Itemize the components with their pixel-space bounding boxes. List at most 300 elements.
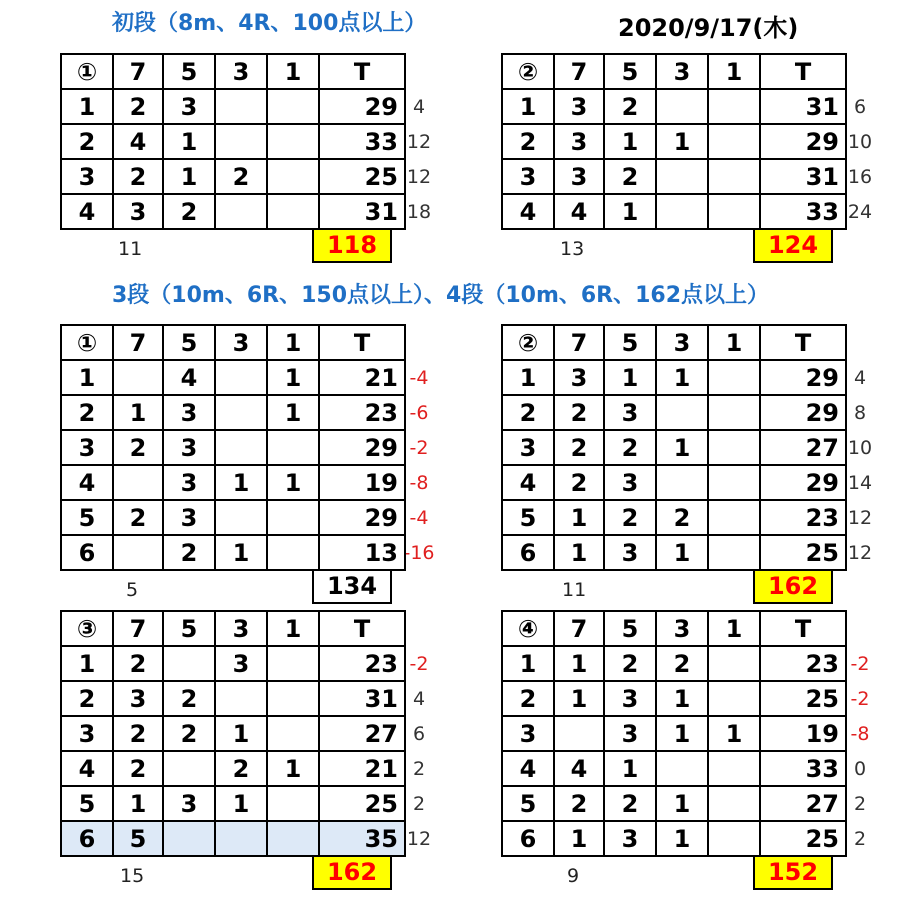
header-points-cell: 1: [708, 54, 760, 89]
header-points-cell: 5: [604, 611, 656, 646]
round-total-cell: 25: [319, 159, 405, 194]
hit-count-cell: 3: [163, 395, 215, 430]
hit-count-cell: 3: [163, 500, 215, 535]
round-diff-value: -8: [409, 472, 429, 494]
round-total-cell: 23: [760, 646, 846, 681]
round-diff-value: 10: [847, 437, 873, 459]
hit-count-cell: 4: [554, 194, 604, 229]
table-number-cell: ③: [61, 611, 113, 646]
round-diff-value: 12: [406, 166, 432, 188]
hit-count-cell: [656, 465, 708, 500]
round-total-cell: 29: [760, 395, 846, 430]
hit-count-cell: 1: [708, 716, 760, 751]
round-number-cell: 6: [61, 535, 113, 570]
hit-count-cell: 1: [215, 716, 267, 751]
round-total-cell: 19: [760, 716, 846, 751]
round-total-cell: 29: [760, 360, 846, 395]
table-row: [502, 821, 846, 856]
hit-count-cell: 1: [604, 194, 656, 229]
table-header-row: [502, 325, 846, 360]
table-row: [502, 681, 846, 716]
round-diff-value: 6: [853, 96, 867, 118]
hit-count-cell: 3: [163, 89, 215, 124]
header-points-cell: 5: [163, 325, 215, 360]
hit-count-summary: 5: [126, 579, 139, 601]
hit-count-cell: 3: [604, 535, 656, 570]
hit-count-cell: 1: [656, 786, 708, 821]
hit-count-cell: 3: [604, 465, 656, 500]
round-total-cell: 25: [319, 786, 405, 821]
header-points-cell: 1: [708, 325, 760, 360]
table-header-row: [61, 611, 405, 646]
round-number-cell: 1: [502, 646, 554, 681]
table-row: [502, 716, 846, 751]
round-total-cell: 25: [760, 821, 846, 856]
hit-count-cell: [267, 681, 319, 716]
hit-count-cell: 1: [656, 681, 708, 716]
hit-count-cell: [215, 500, 267, 535]
round-diff-value: 4: [412, 688, 426, 710]
round-diff-value: 4: [412, 96, 426, 118]
hit-count-summary: 11: [118, 238, 143, 260]
hit-count-cell: [267, 535, 319, 570]
table-row: [61, 430, 405, 465]
header-total-cell: T: [760, 325, 846, 360]
round-total-cell: 31: [760, 89, 846, 124]
header-points-cell: 1: [267, 54, 319, 89]
round-diff-value: 12: [847, 507, 873, 529]
hit-count-cell: [554, 716, 604, 751]
hit-count-cell: 2: [604, 159, 656, 194]
hit-count-cell: 4: [113, 124, 163, 159]
hit-count-cell: 2: [113, 646, 163, 681]
hit-count-cell: [267, 159, 319, 194]
round-diff-value: -2: [850, 688, 870, 710]
header-points-cell: 7: [113, 325, 163, 360]
hit-count-cell: 3: [163, 430, 215, 465]
date-label: 2020/9/17(木): [618, 14, 799, 42]
table-number-cell: ①: [61, 325, 113, 360]
round-diff-value: 14: [847, 472, 873, 494]
round-diff-value: -2: [850, 653, 870, 675]
round-diff-value: 2: [853, 793, 867, 815]
round-diff-value: 0: [853, 758, 867, 780]
hit-count-cell: 3: [554, 124, 604, 159]
hit-count-cell: [267, 124, 319, 159]
hit-count-cell: [163, 751, 215, 786]
hit-count-cell: 3: [604, 716, 656, 751]
hit-count-cell: [215, 395, 267, 430]
round-total-cell: 27: [760, 786, 846, 821]
hit-count-cell: 1: [267, 465, 319, 500]
round-total-cell: 23: [760, 500, 846, 535]
round-diff-value: 2: [853, 828, 867, 850]
header-points-cell: 1: [267, 325, 319, 360]
hit-count-cell: 1: [604, 124, 656, 159]
header-points-cell: 7: [113, 54, 163, 89]
round-diff-value: 18: [406, 201, 432, 223]
table-row: [61, 716, 405, 751]
round-total-cell: 13: [319, 535, 405, 570]
round-total-cell: 27: [760, 430, 846, 465]
table-row: [502, 646, 846, 681]
heading-sandan-yondan: 3段（10m、6R、150点以上）、4段（10m、6R、162点以上）: [112, 283, 770, 308]
hit-count-cell: [708, 681, 760, 716]
hit-count-cell: 1: [215, 465, 267, 500]
table-row: [502, 89, 846, 124]
round-number-cell: 4: [61, 465, 113, 500]
hit-count-cell: 2: [656, 646, 708, 681]
round-number-cell: 2: [61, 395, 113, 430]
hit-count-cell: [113, 465, 163, 500]
hit-count-cell: 3: [163, 465, 215, 500]
hit-count-cell: 2: [113, 716, 163, 751]
hit-count-cell: [708, 821, 760, 856]
round-diff-value: 8: [853, 402, 867, 424]
hit-count-cell: 1: [267, 395, 319, 430]
table-row: [502, 465, 846, 500]
round-total-cell: 33: [760, 194, 846, 229]
dan-score-table-1: [60, 324, 406, 571]
hit-count-cell: [708, 786, 760, 821]
round-diff-value: 2: [412, 793, 426, 815]
table-row: [61, 535, 405, 570]
hit-count-summary: 9: [567, 865, 580, 887]
hit-count-cell: 2: [163, 681, 215, 716]
table-row: [502, 500, 846, 535]
hit-count-cell: 3: [604, 395, 656, 430]
hit-count-cell: 1: [604, 360, 656, 395]
round-diff-value: -4: [409, 367, 429, 389]
hit-count-cell: 3: [604, 821, 656, 856]
hit-count-cell: [708, 360, 760, 395]
table-row: [502, 360, 846, 395]
table-row: [502, 395, 846, 430]
hit-count-cell: [708, 430, 760, 465]
hit-count-cell: 2: [113, 159, 163, 194]
round-number-cell: 5: [502, 500, 554, 535]
hit-count-cell: 1: [656, 124, 708, 159]
round-number-cell: 2: [502, 395, 554, 430]
round-total-cell: 21: [319, 751, 405, 786]
round-number-cell: 5: [502, 786, 554, 821]
hit-count-cell: [656, 89, 708, 124]
round-number-cell: 1: [61, 646, 113, 681]
round-number-cell: 3: [61, 430, 113, 465]
hit-count-cell: 2: [163, 194, 215, 229]
round-diff-value: 12: [847, 542, 873, 564]
hit-count-cell: 1: [163, 124, 215, 159]
round-diff-value: 12: [406, 131, 432, 153]
table-header-row: [502, 611, 846, 646]
hit-count-cell: 1: [656, 360, 708, 395]
hit-count-cell: 4: [163, 360, 215, 395]
hit-count-cell: [267, 194, 319, 229]
round-total-cell: 31: [319, 681, 405, 716]
header-points-cell: 3: [656, 611, 708, 646]
header-points-cell: 1: [708, 611, 760, 646]
hit-count-cell: 2: [163, 716, 215, 751]
grand-total-box: 118: [312, 228, 392, 263]
table-row: [61, 124, 405, 159]
hit-count-cell: [708, 465, 760, 500]
grand-total-box: 162: [312, 855, 392, 890]
table-row: [61, 395, 405, 430]
header-points-cell: 7: [113, 611, 163, 646]
round-number-cell: 1: [502, 360, 554, 395]
table-row: [61, 500, 405, 535]
hit-count-cell: 2: [215, 159, 267, 194]
round-diff-value: 2: [412, 758, 426, 780]
hit-count-cell: [215, 681, 267, 716]
table-row: [502, 124, 846, 159]
grand-total-box: 134: [312, 569, 392, 604]
hit-count-cell: [267, 646, 319, 681]
hit-count-cell: 1: [113, 786, 163, 821]
header-points-cell: 5: [604, 325, 656, 360]
hit-count-cell: [656, 395, 708, 430]
table-row: [61, 194, 405, 229]
hit-count-cell: 2: [215, 751, 267, 786]
round-total-cell: 27: [319, 716, 405, 751]
table-row: [61, 89, 405, 124]
hit-count-cell: [267, 786, 319, 821]
shodan-score-table-2: [501, 53, 847, 230]
round-number-cell: 2: [502, 681, 554, 716]
hit-count-cell: 5: [113, 821, 163, 856]
hit-count-cell: 1: [554, 821, 604, 856]
hit-count-cell: [163, 646, 215, 681]
hit-count-cell: 1: [113, 395, 163, 430]
hit-count-cell: [708, 194, 760, 229]
hit-count-cell: 3: [113, 194, 163, 229]
round-total-cell: 23: [319, 646, 405, 681]
round-number-cell: 2: [502, 124, 554, 159]
round-diff-value: 12: [406, 828, 432, 850]
round-diff-value: -2: [409, 437, 429, 459]
hit-count-cell: 3: [554, 360, 604, 395]
table-row: [61, 821, 405, 856]
round-total-cell: 29: [760, 124, 846, 159]
hit-count-cell: 1: [554, 681, 604, 716]
round-number-cell: 6: [61, 821, 113, 856]
hit-count-cell: [708, 89, 760, 124]
hit-count-cell: 2: [604, 89, 656, 124]
table-row: [61, 465, 405, 500]
round-number-cell: 3: [61, 716, 113, 751]
round-diff-value: -6: [409, 402, 429, 424]
hit-count-cell: 3: [604, 681, 656, 716]
round-number-cell: 4: [502, 465, 554, 500]
hit-count-cell: 1: [267, 360, 319, 395]
hit-count-cell: 2: [554, 786, 604, 821]
table-row: [502, 159, 846, 194]
grand-total-box: 152: [753, 855, 833, 890]
table-row: [61, 360, 405, 395]
hit-count-cell: 3: [113, 681, 163, 716]
header-total-cell: T: [319, 611, 405, 646]
hit-count-cell: 2: [113, 430, 163, 465]
hit-count-summary: 13: [560, 238, 585, 260]
hit-count-cell: 1: [215, 535, 267, 570]
round-diff-value: 16: [847, 166, 873, 188]
hit-count-cell: [708, 646, 760, 681]
round-total-cell: 33: [760, 751, 846, 786]
hit-count-cell: 2: [554, 430, 604, 465]
round-total-cell: 21: [319, 360, 405, 395]
round-number-cell: 1: [61, 360, 113, 395]
hit-count-cell: 2: [113, 751, 163, 786]
header-points-cell: 7: [554, 611, 604, 646]
hit-count-cell: [656, 194, 708, 229]
header-points-cell: 3: [215, 54, 267, 89]
round-number-cell: 3: [502, 716, 554, 751]
header-points-cell: 1: [267, 611, 319, 646]
hit-count-cell: 2: [113, 89, 163, 124]
hit-count-cell: 2: [604, 646, 656, 681]
hit-count-cell: [656, 751, 708, 786]
round-number-cell: 4: [502, 194, 554, 229]
hit-count-cell: [267, 821, 319, 856]
round-number-cell: 6: [502, 821, 554, 856]
hit-count-cell: 2: [163, 535, 215, 570]
hit-count-cell: [267, 89, 319, 124]
hit-count-cell: 4: [554, 751, 604, 786]
table-row: [61, 646, 405, 681]
header-points-cell: 3: [656, 54, 708, 89]
round-total-cell: 33: [319, 124, 405, 159]
hit-count-cell: [215, 430, 267, 465]
hit-count-cell: 3: [554, 89, 604, 124]
round-number-cell: 1: [61, 89, 113, 124]
hit-count-cell: 1: [554, 535, 604, 570]
heading-shodan: 初段（8m、4R、100点以上）: [112, 11, 427, 36]
hit-count-cell: [708, 124, 760, 159]
table-row: [502, 535, 846, 570]
hit-count-cell: 3: [554, 159, 604, 194]
round-number-cell: 3: [61, 159, 113, 194]
hit-count-cell: [708, 535, 760, 570]
grand-total-box: 162: [753, 569, 833, 604]
header-total-cell: T: [319, 54, 405, 89]
round-total-cell: 29: [319, 430, 405, 465]
round-diff-value: -4: [409, 507, 429, 529]
round-number-cell: 2: [61, 681, 113, 716]
hit-count-cell: [267, 500, 319, 535]
hit-count-cell: [267, 430, 319, 465]
round-total-cell: 31: [319, 194, 405, 229]
hit-count-cell: 2: [604, 430, 656, 465]
round-diff-value: 4: [853, 367, 867, 389]
round-total-cell: 19: [319, 465, 405, 500]
header-total-cell: T: [319, 325, 405, 360]
shodan-score-table-1: [60, 53, 406, 230]
hit-count-cell: [163, 821, 215, 856]
header-points-cell: 5: [163, 611, 215, 646]
round-total-cell: 29: [319, 89, 405, 124]
table-header-row: [61, 54, 405, 89]
header-total-cell: T: [760, 54, 846, 89]
hit-count-cell: [215, 194, 267, 229]
round-number-cell: 5: [61, 786, 113, 821]
table-row: [502, 194, 846, 229]
hit-count-cell: [708, 500, 760, 535]
round-number-cell: 2: [61, 124, 113, 159]
round-diff-value: 24: [847, 201, 873, 223]
round-diff-value: -2: [409, 653, 429, 675]
round-total-cell: 29: [760, 465, 846, 500]
header-points-cell: 3: [215, 325, 267, 360]
hit-count-cell: [708, 751, 760, 786]
header-points-cell: 3: [656, 325, 708, 360]
round-total-cell: 29: [319, 500, 405, 535]
header-points-cell: 7: [554, 325, 604, 360]
table-row: [61, 786, 405, 821]
hit-count-cell: 1: [215, 786, 267, 821]
table-row: [502, 430, 846, 465]
header-points-cell: 5: [163, 54, 215, 89]
table-row: [502, 751, 846, 786]
round-number-cell: 4: [61, 194, 113, 229]
round-number-cell: 1: [502, 89, 554, 124]
hit-count-cell: 1: [656, 716, 708, 751]
round-diff-value: -8: [850, 723, 870, 745]
round-total-cell: 25: [760, 535, 846, 570]
hit-count-cell: [708, 159, 760, 194]
hit-count-cell: 3: [215, 646, 267, 681]
hit-count-cell: [708, 395, 760, 430]
hit-count-cell: [113, 535, 163, 570]
hit-count-cell: [267, 716, 319, 751]
hit-count-cell: [215, 821, 267, 856]
dan-score-table-4: [501, 610, 847, 857]
hit-count-cell: 3: [163, 786, 215, 821]
hit-count-cell: 2: [554, 465, 604, 500]
grand-total-box: 124: [753, 228, 833, 263]
round-number-cell: 3: [502, 159, 554, 194]
hit-count-cell: 1: [604, 751, 656, 786]
round-total-cell: 23: [319, 395, 405, 430]
table-number-cell: ②: [502, 54, 554, 89]
table-row: [61, 681, 405, 716]
round-diff-value: 10: [847, 131, 873, 153]
table-row: [502, 786, 846, 821]
round-total-cell: 35: [319, 821, 405, 856]
round-number-cell: 4: [502, 751, 554, 786]
table-header-row: [61, 325, 405, 360]
round-total-cell: 31: [760, 159, 846, 194]
hit-count-cell: 2: [656, 500, 708, 535]
hit-count-cell: 1: [656, 821, 708, 856]
hit-count-cell: [215, 124, 267, 159]
table-number-cell: ④: [502, 611, 554, 646]
hit-count-cell: 1: [554, 646, 604, 681]
table-number-cell: ①: [61, 54, 113, 89]
hit-count-cell: 1: [656, 430, 708, 465]
hit-count-cell: 2: [604, 500, 656, 535]
hit-count-cell: [113, 360, 163, 395]
round-diff-value: -16: [403, 542, 435, 564]
hit-count-cell: [215, 360, 267, 395]
hit-count-cell: 1: [554, 500, 604, 535]
table-number-cell: ②: [502, 325, 554, 360]
dan-score-table-2: [501, 324, 847, 571]
round-number-cell: 5: [61, 500, 113, 535]
round-number-cell: 3: [502, 430, 554, 465]
table-header-row: [502, 54, 846, 89]
header-total-cell: T: [760, 611, 846, 646]
header-points-cell: 5: [604, 54, 656, 89]
